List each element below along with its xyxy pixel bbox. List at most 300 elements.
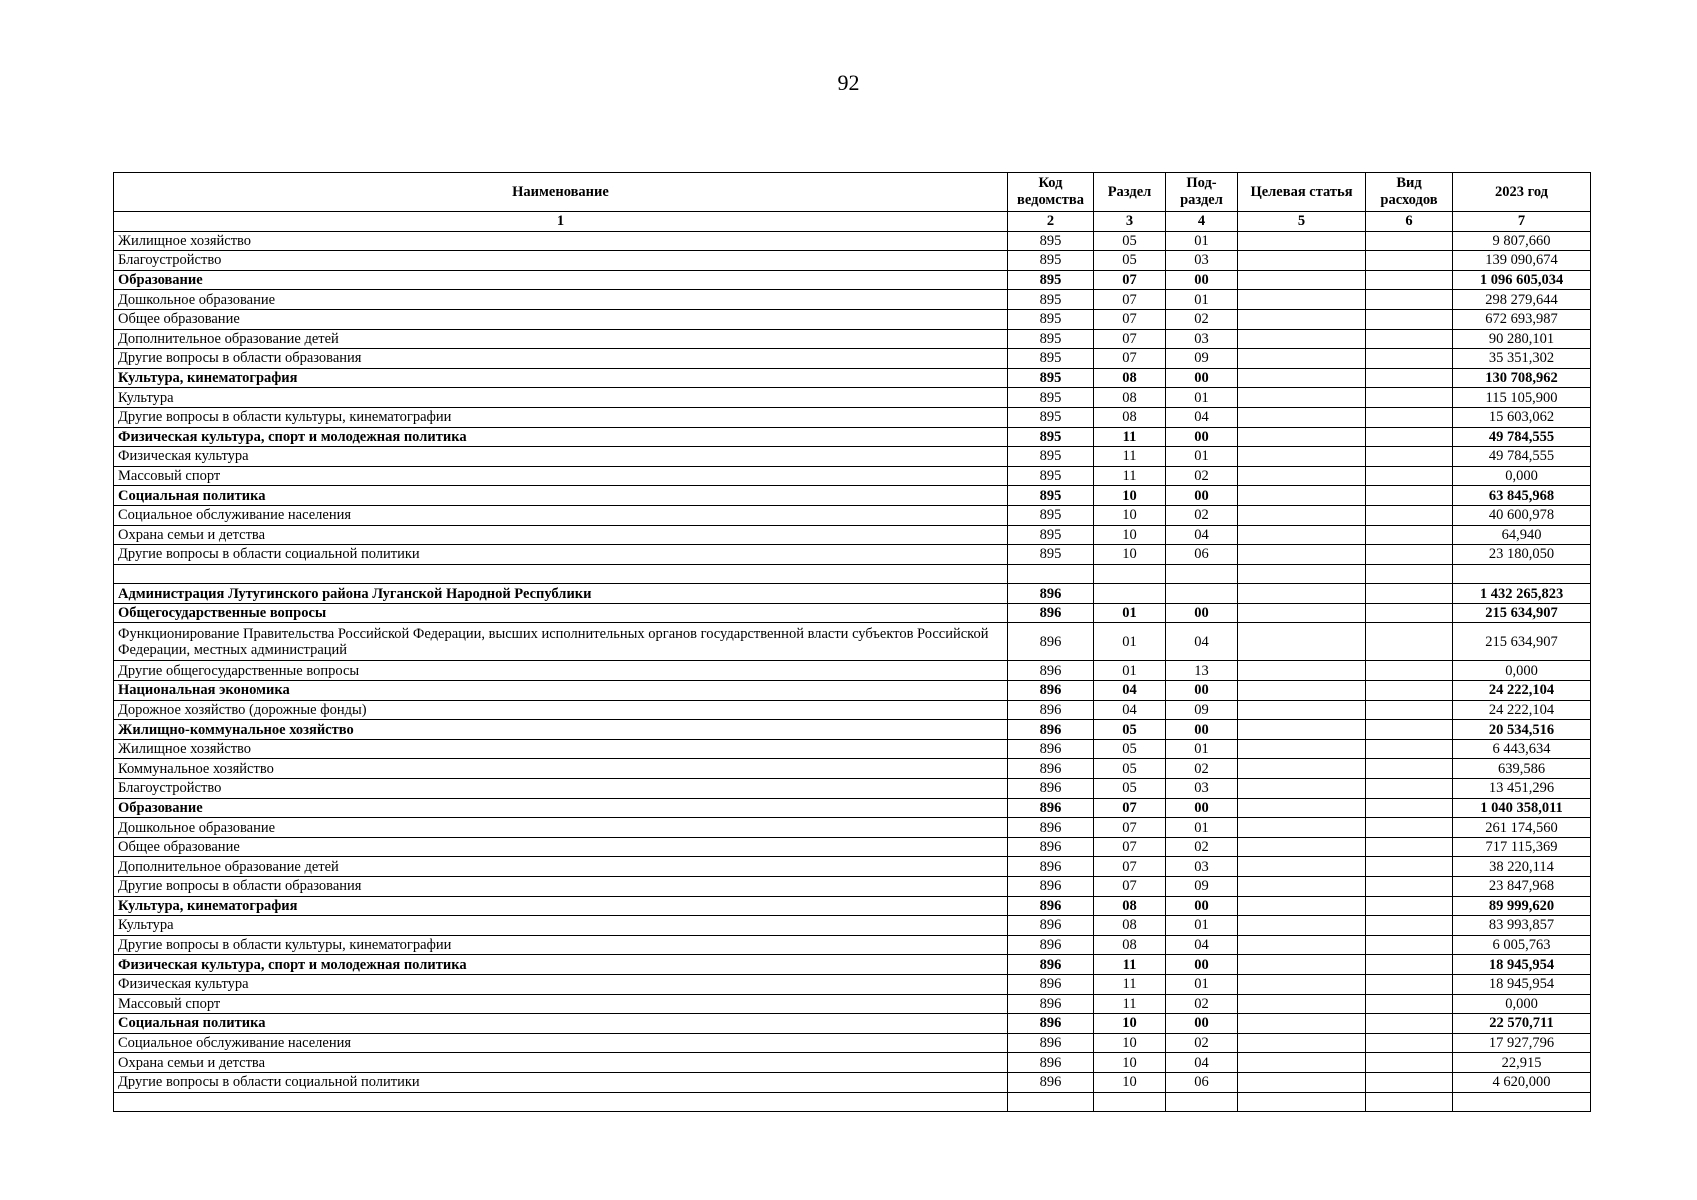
row-kod xyxy=(1008,564,1094,584)
row-razdel xyxy=(1094,584,1166,604)
row-kod: 896 xyxy=(1008,1053,1094,1073)
row-kod: 896 xyxy=(1008,720,1094,740)
row-celevaya xyxy=(1238,584,1366,604)
row-razdel: 05 xyxy=(1094,720,1166,740)
row-kod xyxy=(1008,1092,1094,1112)
row-celevaya xyxy=(1238,466,1366,486)
row-name: Благоустройство xyxy=(114,779,1008,799)
row-razdel: 07 xyxy=(1094,798,1166,818)
row-vid xyxy=(1366,857,1453,877)
row-celevaya xyxy=(1238,1033,1366,1053)
table-row xyxy=(114,584,1591,604)
table-row xyxy=(114,564,1591,584)
row-celevaya xyxy=(1238,251,1366,271)
row-celevaya xyxy=(1238,1072,1366,1092)
col-number: 5 xyxy=(1238,212,1366,232)
table-row xyxy=(114,661,1591,681)
row-name: Общее образование xyxy=(114,837,1008,857)
row-razdel: 01 xyxy=(1094,623,1166,661)
row-celevaya xyxy=(1238,505,1366,525)
row-amount: 139 090,674 xyxy=(1453,251,1591,271)
table-row xyxy=(114,505,1591,525)
table-row xyxy=(114,309,1591,329)
row-amount: 40 600,978 xyxy=(1453,505,1591,525)
row-podrazdel: 01 xyxy=(1166,916,1238,936)
col-number: 3 xyxy=(1094,212,1166,232)
row-amount: 1 040 358,011 xyxy=(1453,798,1591,818)
row-celevaya xyxy=(1238,309,1366,329)
row-razdel: 11 xyxy=(1094,974,1166,994)
row-vid xyxy=(1366,974,1453,994)
row-name: Другие общегосударственные вопросы xyxy=(114,661,1008,681)
row-name: Коммунальное хозяйство xyxy=(114,759,1008,779)
row-razdel: 07 xyxy=(1094,877,1166,897)
table-row xyxy=(114,368,1591,388)
row-vid xyxy=(1366,290,1453,310)
row-name: Другие вопросы в области социальной политики xyxy=(114,1072,1008,1092)
row-amount: 18 945,954 xyxy=(1453,955,1591,975)
row-name: Охрана семьи и детства xyxy=(114,1053,1008,1073)
row-celevaya xyxy=(1238,407,1366,427)
table-row xyxy=(114,798,1591,818)
table-row xyxy=(114,290,1591,310)
col-number: 7 xyxy=(1453,212,1591,232)
row-vid xyxy=(1366,545,1453,565)
row-vid xyxy=(1366,759,1453,779)
row-razdel: 10 xyxy=(1094,1072,1166,1092)
row-amount: 115 105,900 xyxy=(1453,388,1591,408)
table-row xyxy=(114,1072,1591,1092)
row-vid xyxy=(1366,505,1453,525)
row-amount: 83 993,857 xyxy=(1453,916,1591,936)
row-podrazdel: 00 xyxy=(1166,955,1238,975)
page-number: 92 xyxy=(837,70,860,95)
table-row xyxy=(114,349,1591,369)
row-vid xyxy=(1366,837,1453,857)
row-celevaya xyxy=(1238,994,1366,1014)
row-vid xyxy=(1366,916,1453,936)
header-kod: Код ведомства xyxy=(1008,173,1094,212)
row-celevaya xyxy=(1238,388,1366,408)
row-celevaya xyxy=(1238,681,1366,701)
row-amount: 18 945,954 xyxy=(1453,974,1591,994)
row-podrazdel: 03 xyxy=(1166,857,1238,877)
row-kod: 895 xyxy=(1008,407,1094,427)
row-vid xyxy=(1366,720,1453,740)
header-vid: Вид расходов xyxy=(1366,173,1453,212)
row-razdel: 07 xyxy=(1094,857,1166,877)
header-year: 2023 год xyxy=(1453,173,1591,212)
row-kod: 896 xyxy=(1008,955,1094,975)
table-row xyxy=(114,1033,1591,1053)
row-podrazdel: 00 xyxy=(1166,486,1238,506)
table-row xyxy=(114,916,1591,936)
row-podrazdel: 00 xyxy=(1166,1014,1238,1034)
row-razdel: 04 xyxy=(1094,681,1166,701)
row-celevaya xyxy=(1238,759,1366,779)
row-amount: 639,586 xyxy=(1453,759,1591,779)
row-name: Другие вопросы в области образования xyxy=(114,349,1008,369)
row-amount: 17 927,796 xyxy=(1453,1033,1591,1053)
row-razdel: 08 xyxy=(1094,368,1166,388)
table-row xyxy=(114,818,1591,838)
row-kod: 896 xyxy=(1008,798,1094,818)
row-podrazdel: 04 xyxy=(1166,525,1238,545)
row-name: Физическая культура, спорт и молодежная политика xyxy=(114,427,1008,447)
col-number: 4 xyxy=(1166,212,1238,232)
row-vid xyxy=(1366,368,1453,388)
row-amount: 35 351,302 xyxy=(1453,349,1591,369)
table-row xyxy=(114,251,1591,271)
row-kod: 895 xyxy=(1008,329,1094,349)
row-kod: 895 xyxy=(1008,466,1094,486)
table-row xyxy=(114,1014,1591,1034)
row-kod: 896 xyxy=(1008,935,1094,955)
row-razdel: 05 xyxy=(1094,779,1166,799)
table-row xyxy=(114,1092,1591,1112)
row-name: Жилищное хозяйство xyxy=(114,739,1008,759)
table-row xyxy=(114,896,1591,916)
row-vid xyxy=(1366,661,1453,681)
table-row xyxy=(114,857,1591,877)
table-row xyxy=(114,231,1591,251)
row-razdel: 10 xyxy=(1094,1053,1166,1073)
row-kod: 896 xyxy=(1008,779,1094,799)
row-razdel: 05 xyxy=(1094,231,1166,251)
row-celevaya xyxy=(1238,837,1366,857)
row-razdel: 08 xyxy=(1094,896,1166,916)
row-name: Другие вопросы в области культуры, кинематографии xyxy=(114,407,1008,427)
row-vid xyxy=(1366,329,1453,349)
row-celevaya xyxy=(1238,877,1366,897)
row-kod: 896 xyxy=(1008,1033,1094,1053)
row-amount: 1 096 605,034 xyxy=(1453,270,1591,290)
row-name: Социальное обслуживание населения xyxy=(114,505,1008,525)
table-row xyxy=(114,329,1591,349)
row-kod: 896 xyxy=(1008,896,1094,916)
row-name: Физическая культура xyxy=(114,974,1008,994)
row-celevaya xyxy=(1238,270,1366,290)
row-celevaya xyxy=(1238,896,1366,916)
row-razdel: 07 xyxy=(1094,818,1166,838)
row-name: Жилищное хозяйство xyxy=(114,231,1008,251)
header-row xyxy=(114,173,1591,212)
row-amount: 4 620,000 xyxy=(1453,1072,1591,1092)
table-row xyxy=(114,447,1591,467)
row-amount xyxy=(1453,1092,1591,1112)
row-vid xyxy=(1366,270,1453,290)
col-number: 1 xyxy=(114,212,1008,232)
row-razdel: 05 xyxy=(1094,739,1166,759)
row-razdel: 08 xyxy=(1094,407,1166,427)
row-vid xyxy=(1366,486,1453,506)
row-vid xyxy=(1366,388,1453,408)
row-kod: 895 xyxy=(1008,427,1094,447)
row-kod: 895 xyxy=(1008,368,1094,388)
row-celevaya xyxy=(1238,368,1366,388)
row-name: Дошкольное образование xyxy=(114,290,1008,310)
row-podrazdel: 06 xyxy=(1166,1072,1238,1092)
row-podrazdel: 02 xyxy=(1166,466,1238,486)
row-celevaya xyxy=(1238,916,1366,936)
row-amount: 23 180,050 xyxy=(1453,545,1591,565)
row-amount: 6 005,763 xyxy=(1453,935,1591,955)
col-number: 2 xyxy=(1008,212,1094,232)
row-celevaya xyxy=(1238,545,1366,565)
row-name: Другие вопросы в области культуры, кинематографии xyxy=(114,935,1008,955)
row-razdel: 10 xyxy=(1094,525,1166,545)
row-kod: 896 xyxy=(1008,974,1094,994)
row-amount: 22 570,711 xyxy=(1453,1014,1591,1034)
header-podrazdel: Под-раздел xyxy=(1166,173,1238,212)
header-celevaya: Целевая статья xyxy=(1238,173,1366,212)
row-celevaya xyxy=(1238,231,1366,251)
row-razdel: 08 xyxy=(1094,916,1166,936)
row-podrazdel: 01 xyxy=(1166,818,1238,838)
row-razdel: 10 xyxy=(1094,1033,1166,1053)
row-name: Массовый спорт xyxy=(114,994,1008,1014)
row-celevaya xyxy=(1238,427,1366,447)
row-vid xyxy=(1366,739,1453,759)
row-kod: 895 xyxy=(1008,545,1094,565)
row-razdel xyxy=(1094,1092,1166,1112)
row-celevaya xyxy=(1238,329,1366,349)
row-amount: 15 603,062 xyxy=(1453,407,1591,427)
table-row xyxy=(114,427,1591,447)
row-vid xyxy=(1366,681,1453,701)
header-razdel: Раздел xyxy=(1094,173,1166,212)
row-podrazdel: 01 xyxy=(1166,231,1238,251)
row-kod: 895 xyxy=(1008,388,1094,408)
row-name: Дорожное хозяйство (дорожные фонды) xyxy=(114,700,1008,720)
row-vid xyxy=(1366,309,1453,329)
row-kod: 896 xyxy=(1008,700,1094,720)
table-row xyxy=(114,545,1591,565)
row-kod: 896 xyxy=(1008,1072,1094,1092)
row-podrazdel: 00 xyxy=(1166,896,1238,916)
row-amount: 261 174,560 xyxy=(1453,818,1591,838)
row-podrazdel: 00 xyxy=(1166,427,1238,447)
row-kod: 896 xyxy=(1008,994,1094,1014)
row-amount: 298 279,644 xyxy=(1453,290,1591,310)
row-amount: 90 280,101 xyxy=(1453,329,1591,349)
row-name: Образование xyxy=(114,270,1008,290)
row-razdel: 08 xyxy=(1094,935,1166,955)
row-razdel: 05 xyxy=(1094,251,1166,271)
row-razdel: 01 xyxy=(1094,661,1166,681)
row-razdel: 11 xyxy=(1094,994,1166,1014)
row-podrazdel: 00 xyxy=(1166,270,1238,290)
row-amount: 0,000 xyxy=(1453,661,1591,681)
row-name xyxy=(114,1092,1008,1112)
row-name: Общее образование xyxy=(114,309,1008,329)
row-kod: 896 xyxy=(1008,681,1094,701)
table-body xyxy=(114,231,1591,1112)
row-celevaya xyxy=(1238,661,1366,681)
row-kod: 896 xyxy=(1008,739,1094,759)
row-vid xyxy=(1366,798,1453,818)
row-razdel: 11 xyxy=(1094,427,1166,447)
table-row xyxy=(114,466,1591,486)
row-celevaya xyxy=(1238,1092,1366,1112)
row-kod: 896 xyxy=(1008,623,1094,661)
row-vid xyxy=(1366,349,1453,369)
table-row xyxy=(114,974,1591,994)
row-podrazdel: 09 xyxy=(1166,349,1238,369)
row-podrazdel: 01 xyxy=(1166,739,1238,759)
table-row xyxy=(114,525,1591,545)
row-vid xyxy=(1366,466,1453,486)
row-name: Социальное обслуживание населения xyxy=(114,1033,1008,1053)
row-kod: 895 xyxy=(1008,525,1094,545)
row-vid xyxy=(1366,564,1453,584)
table-row xyxy=(114,935,1591,955)
row-celevaya xyxy=(1238,857,1366,877)
row-amount: 38 220,114 xyxy=(1453,857,1591,877)
row-amount: 717 115,369 xyxy=(1453,837,1591,857)
row-vid xyxy=(1366,525,1453,545)
row-name: Жилищно-коммунальное хозяйство xyxy=(114,720,1008,740)
row-vid xyxy=(1366,896,1453,916)
row-vid xyxy=(1366,700,1453,720)
row-amount: 24 222,104 xyxy=(1453,700,1591,720)
budget-table xyxy=(113,172,1591,1112)
table-row xyxy=(114,955,1591,975)
row-podrazdel: 01 xyxy=(1166,290,1238,310)
row-razdel: 01 xyxy=(1094,603,1166,623)
row-amount: 13 451,296 xyxy=(1453,779,1591,799)
row-podrazdel: 04 xyxy=(1166,935,1238,955)
row-celevaya xyxy=(1238,447,1366,467)
row-amount: 20 534,516 xyxy=(1453,720,1591,740)
row-name: Дополнительное образование детей xyxy=(114,857,1008,877)
row-celevaya xyxy=(1238,779,1366,799)
row-podrazdel: 02 xyxy=(1166,994,1238,1014)
row-kod: 896 xyxy=(1008,1014,1094,1034)
column-numbers-row xyxy=(114,212,1591,232)
table-row xyxy=(114,1053,1591,1073)
row-celevaya xyxy=(1238,700,1366,720)
table-header xyxy=(114,173,1591,232)
row-razdel: 07 xyxy=(1094,837,1166,857)
row-razdel: 10 xyxy=(1094,1014,1166,1034)
row-vid xyxy=(1366,623,1453,661)
table-row xyxy=(114,779,1591,799)
header-name: Наименование xyxy=(114,173,1008,212)
row-name: Образование xyxy=(114,798,1008,818)
row-kod: 895 xyxy=(1008,231,1094,251)
table-row xyxy=(114,270,1591,290)
row-podrazdel: 04 xyxy=(1166,623,1238,661)
row-name: Физическая культура, спорт и молодежная политика xyxy=(114,955,1008,975)
row-razdel: 11 xyxy=(1094,955,1166,975)
row-amount: 63 845,968 xyxy=(1453,486,1591,506)
table-row xyxy=(114,700,1591,720)
row-kod: 896 xyxy=(1008,837,1094,857)
row-amount: 49 784,555 xyxy=(1453,427,1591,447)
table-row xyxy=(114,603,1591,623)
row-podrazdel: 02 xyxy=(1166,759,1238,779)
row-kod: 895 xyxy=(1008,505,1094,525)
row-podrazdel: 01 xyxy=(1166,388,1238,408)
row-amount: 24 222,104 xyxy=(1453,681,1591,701)
row-vid xyxy=(1366,1092,1453,1112)
row-amount: 1 432 265,823 xyxy=(1453,584,1591,604)
table-row xyxy=(114,486,1591,506)
row-amount: 64,940 xyxy=(1453,525,1591,545)
row-amount: 6 443,634 xyxy=(1453,739,1591,759)
row-name: Благоустройство xyxy=(114,251,1008,271)
row-kod: 895 xyxy=(1008,349,1094,369)
row-name: Культура, кинематография xyxy=(114,896,1008,916)
row-razdel: 07 xyxy=(1094,349,1166,369)
row-vid xyxy=(1366,955,1453,975)
row-podrazdel xyxy=(1166,564,1238,584)
row-amount: 9 807,660 xyxy=(1453,231,1591,251)
row-vid xyxy=(1366,818,1453,838)
row-razdel: 08 xyxy=(1094,388,1166,408)
row-kod: 896 xyxy=(1008,603,1094,623)
row-celevaya xyxy=(1238,1053,1366,1073)
row-vid xyxy=(1366,1053,1453,1073)
row-podrazdel: 02 xyxy=(1166,309,1238,329)
row-kod: 895 xyxy=(1008,309,1094,329)
row-vid xyxy=(1366,427,1453,447)
row-celevaya xyxy=(1238,720,1366,740)
row-vid xyxy=(1366,1033,1453,1053)
row-razdel: 10 xyxy=(1094,505,1166,525)
row-amount: 672 693,987 xyxy=(1453,309,1591,329)
row-kod: 896 xyxy=(1008,759,1094,779)
row-podrazdel: 03 xyxy=(1166,779,1238,799)
row-celevaya xyxy=(1238,525,1366,545)
row-razdel: 07 xyxy=(1094,309,1166,329)
row-razdel xyxy=(1094,564,1166,584)
row-name: Культура, кинематография xyxy=(114,368,1008,388)
row-kod: 896 xyxy=(1008,661,1094,681)
row-celevaya xyxy=(1238,349,1366,369)
row-vid xyxy=(1366,994,1453,1014)
row-amount: 215 634,907 xyxy=(1453,623,1591,661)
row-vid xyxy=(1366,1072,1453,1092)
row-kod: 895 xyxy=(1008,251,1094,271)
row-celevaya xyxy=(1238,486,1366,506)
row-razdel: 04 xyxy=(1094,700,1166,720)
row-amount: 130 708,962 xyxy=(1453,368,1591,388)
row-name: Функционирование Правительства Российской Федерации, высших исполнительных органов государственной власти субъектов Российской Федерации, местных администраций xyxy=(114,623,1008,661)
row-name: Охрана семьи и детства xyxy=(114,525,1008,545)
row-vid xyxy=(1366,1014,1453,1034)
row-celevaya xyxy=(1238,798,1366,818)
row-kod: 896 xyxy=(1008,916,1094,936)
row-name: Социальная политика xyxy=(114,1014,1008,1034)
row-podrazdel: 13 xyxy=(1166,661,1238,681)
table-row xyxy=(114,739,1591,759)
row-amount: 49 784,555 xyxy=(1453,447,1591,467)
row-name: Культура xyxy=(114,916,1008,936)
row-podrazdel xyxy=(1166,1092,1238,1112)
col-number: 6 xyxy=(1366,212,1453,232)
row-vid xyxy=(1366,877,1453,897)
table-row xyxy=(114,994,1591,1014)
row-vid xyxy=(1366,584,1453,604)
table-row xyxy=(114,720,1591,740)
row-amount xyxy=(1453,564,1591,584)
row-name: Дополнительное образование детей xyxy=(114,329,1008,349)
row-razdel: 10 xyxy=(1094,486,1166,506)
row-podrazdel xyxy=(1166,584,1238,604)
row-vid xyxy=(1366,231,1453,251)
